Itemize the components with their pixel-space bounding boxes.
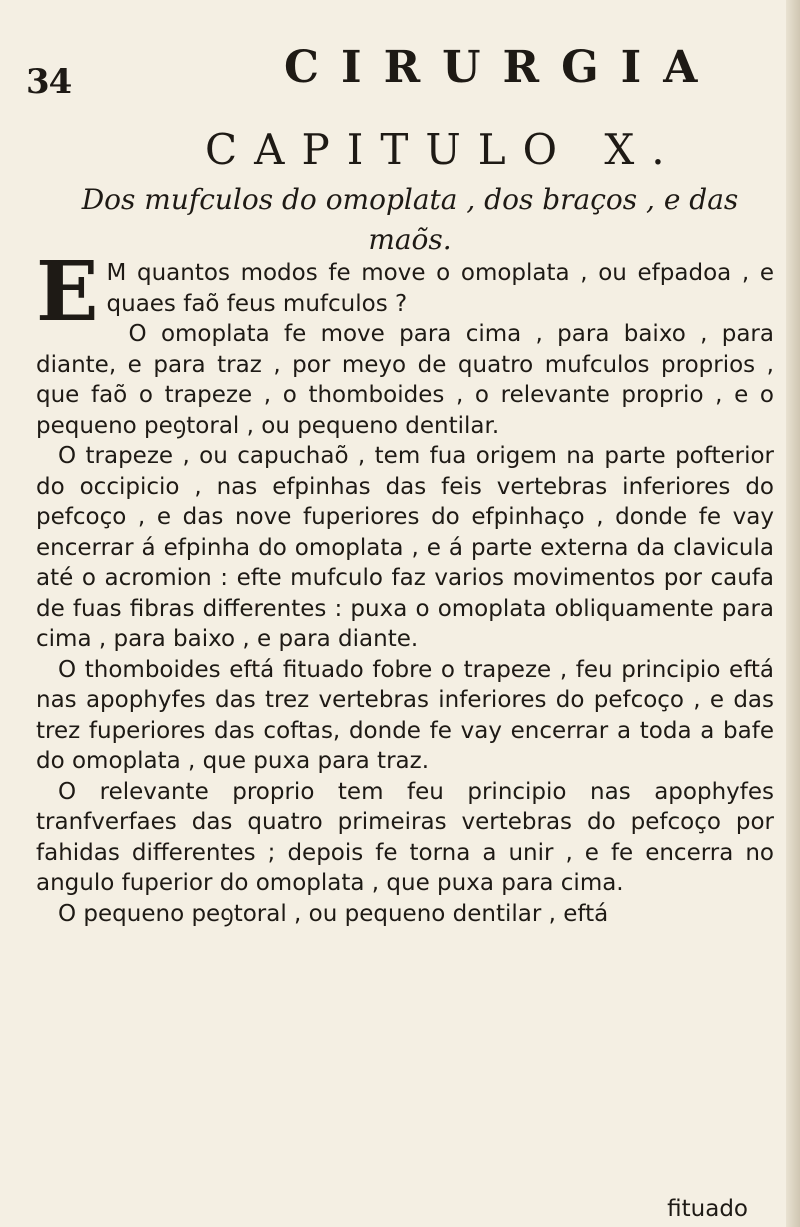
- running-title: CIRURGIA: [284, 42, 720, 93]
- page-edge: [786, 0, 800, 1227]
- page-header: [26, 42, 740, 102]
- chapter-subtitle: Dos mufculos do omoplata , dos braços , e das maõs.: [81, 183, 739, 256]
- catchword: fituado: [667, 1196, 748, 1222]
- paragraph-relevante: O relevante proprio tem feu principio nas apophyfes tranfverfaes das quatro primeiras vertebras do pefcoço por fahidas differentes ; depois fe torna a unir , e fe encerra no angulo fuperior do omoplata , que puxa para cima.: [36, 778, 774, 896]
- body-text: [36, 244, 774, 929]
- paragraph-trapeze: O trapeze , ou capuchaõ , tem fua origem na parte pofterior do occipicio , nas efpinhas das feis vertebras inferiores do pefcoço , e das nove fuperiores do efpinhaço , donde fe vay encerrar á efpinha do omoplata , e á parte externa da clavicula até o acromion : efte mufculo faz varios movimentos por caufa de fuas fibras differentes : puxa o omoplata obliquamente para cima , para baixo , e para diante.: [36, 443, 774, 652]
- paragraph-question-text: M quantos modos fe move o omoplata , ou efpadoa , e quaes faõ feus mufculos ?: [106, 260, 774, 317]
- paragraph-omoplata: O omoplata fe move para cima , para baixo , para diante, e para traz , por meyo de quatro mufculos proprios , que faõ o trapeze , o thomboides , o relevante proprio , e o pequeno peꝯtoral , ou pequeno dentilar.: [36, 321, 774, 439]
- drop-cap: E: [36, 244, 99, 340]
- paragraph-question: [36, 244, 774, 340]
- chapter-title: CAPITULO X.: [205, 125, 682, 174]
- page-number: 34: [26, 62, 72, 102]
- paragraph-pequeno-peitoral: O pequeno peꝯtoral , ou pequeno dentilar , eftá: [58, 900, 609, 927]
- paragraph-thomboides: O thomboides eftá fituado fobre o trapeze , feu principio eftá nas apophyfes das trez vertebras inferiores do pefcoço , e das trez fuperiores das coftas, donde fe vay encerrar a toda a bafe do omoplata , que puxa para traz.: [36, 656, 774, 774]
